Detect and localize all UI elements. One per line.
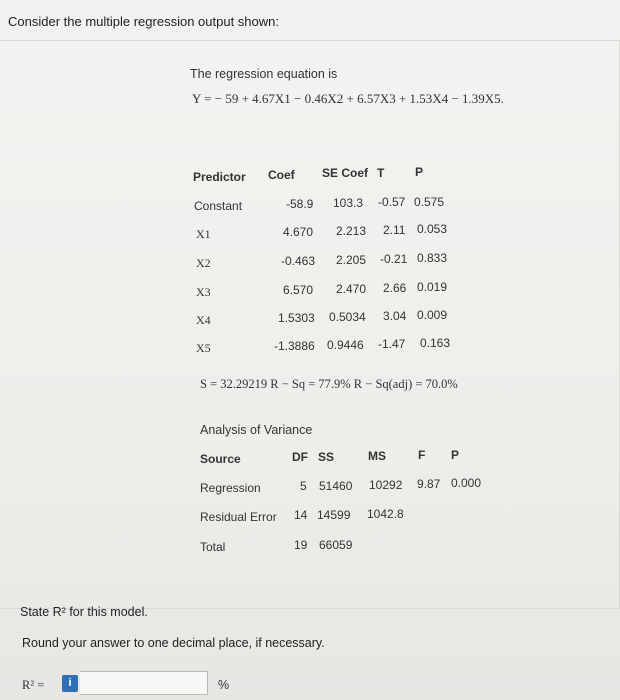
- anova-row-f: 9.87: [417, 477, 441, 491]
- col-header-p: P: [415, 165, 424, 179]
- row-coef: 6.570: [283, 283, 314, 297]
- info-icon[interactable]: i: [62, 675, 78, 692]
- question-prompt: State R² for this model.: [20, 605, 148, 619]
- anova-row-source: Regression: [200, 481, 261, 495]
- row-t: -0.21: [380, 252, 408, 266]
- col-header-coef: Coef: [268, 168, 295, 182]
- answer-label: R² =: [22, 678, 45, 692]
- anova-row-p: 0.000: [451, 476, 482, 490]
- row-p: 0.575: [414, 195, 445, 209]
- row-t: 2.11: [383, 223, 406, 237]
- question-header: [0, 0, 620, 41]
- row-predictor: X2: [196, 256, 211, 270]
- row-p: 0.163: [420, 336, 451, 350]
- row-se: 2.205: [336, 253, 367, 267]
- row-coef: 1.5303: [278, 311, 315, 325]
- anova-row-source: Residual Error: [200, 510, 277, 524]
- regression-equation: Y = − 59 + 4.67X1 − 0.46X2 + 6.57X3 + 1.53X4 − 1.39X5.: [192, 91, 504, 106]
- question-instruction: Round your answer to one decimal place, if necessary.: [22, 636, 325, 650]
- anova-col-p: P: [451, 448, 460, 462]
- row-se: 2.470: [336, 282, 367, 296]
- row-se: 2.213: [336, 224, 367, 238]
- row-se: 0.9446: [327, 338, 364, 352]
- anova-row-ss: 66059: [319, 538, 353, 552]
- model-summary-stats: S = 32.29219 R − Sq = 77.9% R − Sq(adj) = 70.0%: [200, 377, 458, 391]
- anova-row-ms: 10292: [369, 478, 403, 492]
- row-t: 2.66: [383, 281, 407, 295]
- row-p: 0.053: [417, 222, 448, 236]
- row-predictor: Constant: [194, 199, 243, 213]
- row-t: -1.47: [378, 337, 406, 351]
- anova-col-ss: SS: [318, 450, 335, 464]
- anova-col-source: Source: [200, 452, 241, 466]
- anova-row-ss: 51460: [319, 479, 353, 493]
- anova-row-ss: 14599: [317, 508, 351, 522]
- col-header-se-coef: SE Coef: [322, 166, 369, 180]
- row-t: -0.57: [378, 195, 406, 209]
- row-p: 0.009: [417, 308, 448, 322]
- equation-title: The regression equation is: [190, 67, 338, 81]
- row-predictor: X4: [196, 313, 211, 327]
- intro-text: Consider the multiple regression output shown:: [8, 14, 279, 29]
- row-t: 3.04: [383, 309, 407, 323]
- anova-col-f: F: [418, 448, 426, 462]
- row-p: 0.833: [417, 251, 448, 265]
- percent-unit: %: [218, 678, 230, 692]
- row-coef: 4.670: [283, 225, 314, 239]
- anova-row-df: 5: [300, 479, 307, 493]
- row-p: 0.019: [417, 280, 448, 294]
- anova-row-source: Total: [200, 540, 226, 554]
- anova-row-ms: 1042.8: [367, 507, 404, 521]
- anova-col-ms: MS: [368, 449, 386, 463]
- row-predictor: X1: [196, 227, 211, 241]
- anova-title: Analysis of Variance: [200, 423, 313, 437]
- row-se: 103.3: [333, 196, 364, 210]
- col-header-t: T: [377, 166, 385, 180]
- row-coef: -0.463: [281, 254, 316, 268]
- row-predictor: X5: [196, 341, 211, 355]
- row-coef: -1.3886: [274, 339, 315, 353]
- col-header-predictor: Predictor: [193, 170, 246, 184]
- row-coef: -58.9: [286, 197, 314, 211]
- anova-row-df: 14: [294, 508, 308, 522]
- r-squared-answer-input[interactable]: [80, 671, 208, 695]
- row-se: 0.5034: [329, 310, 366, 324]
- anova-row-df: 19: [294, 538, 308, 552]
- anova-col-df: DF: [292, 450, 308, 464]
- row-predictor: X3: [196, 285, 211, 299]
